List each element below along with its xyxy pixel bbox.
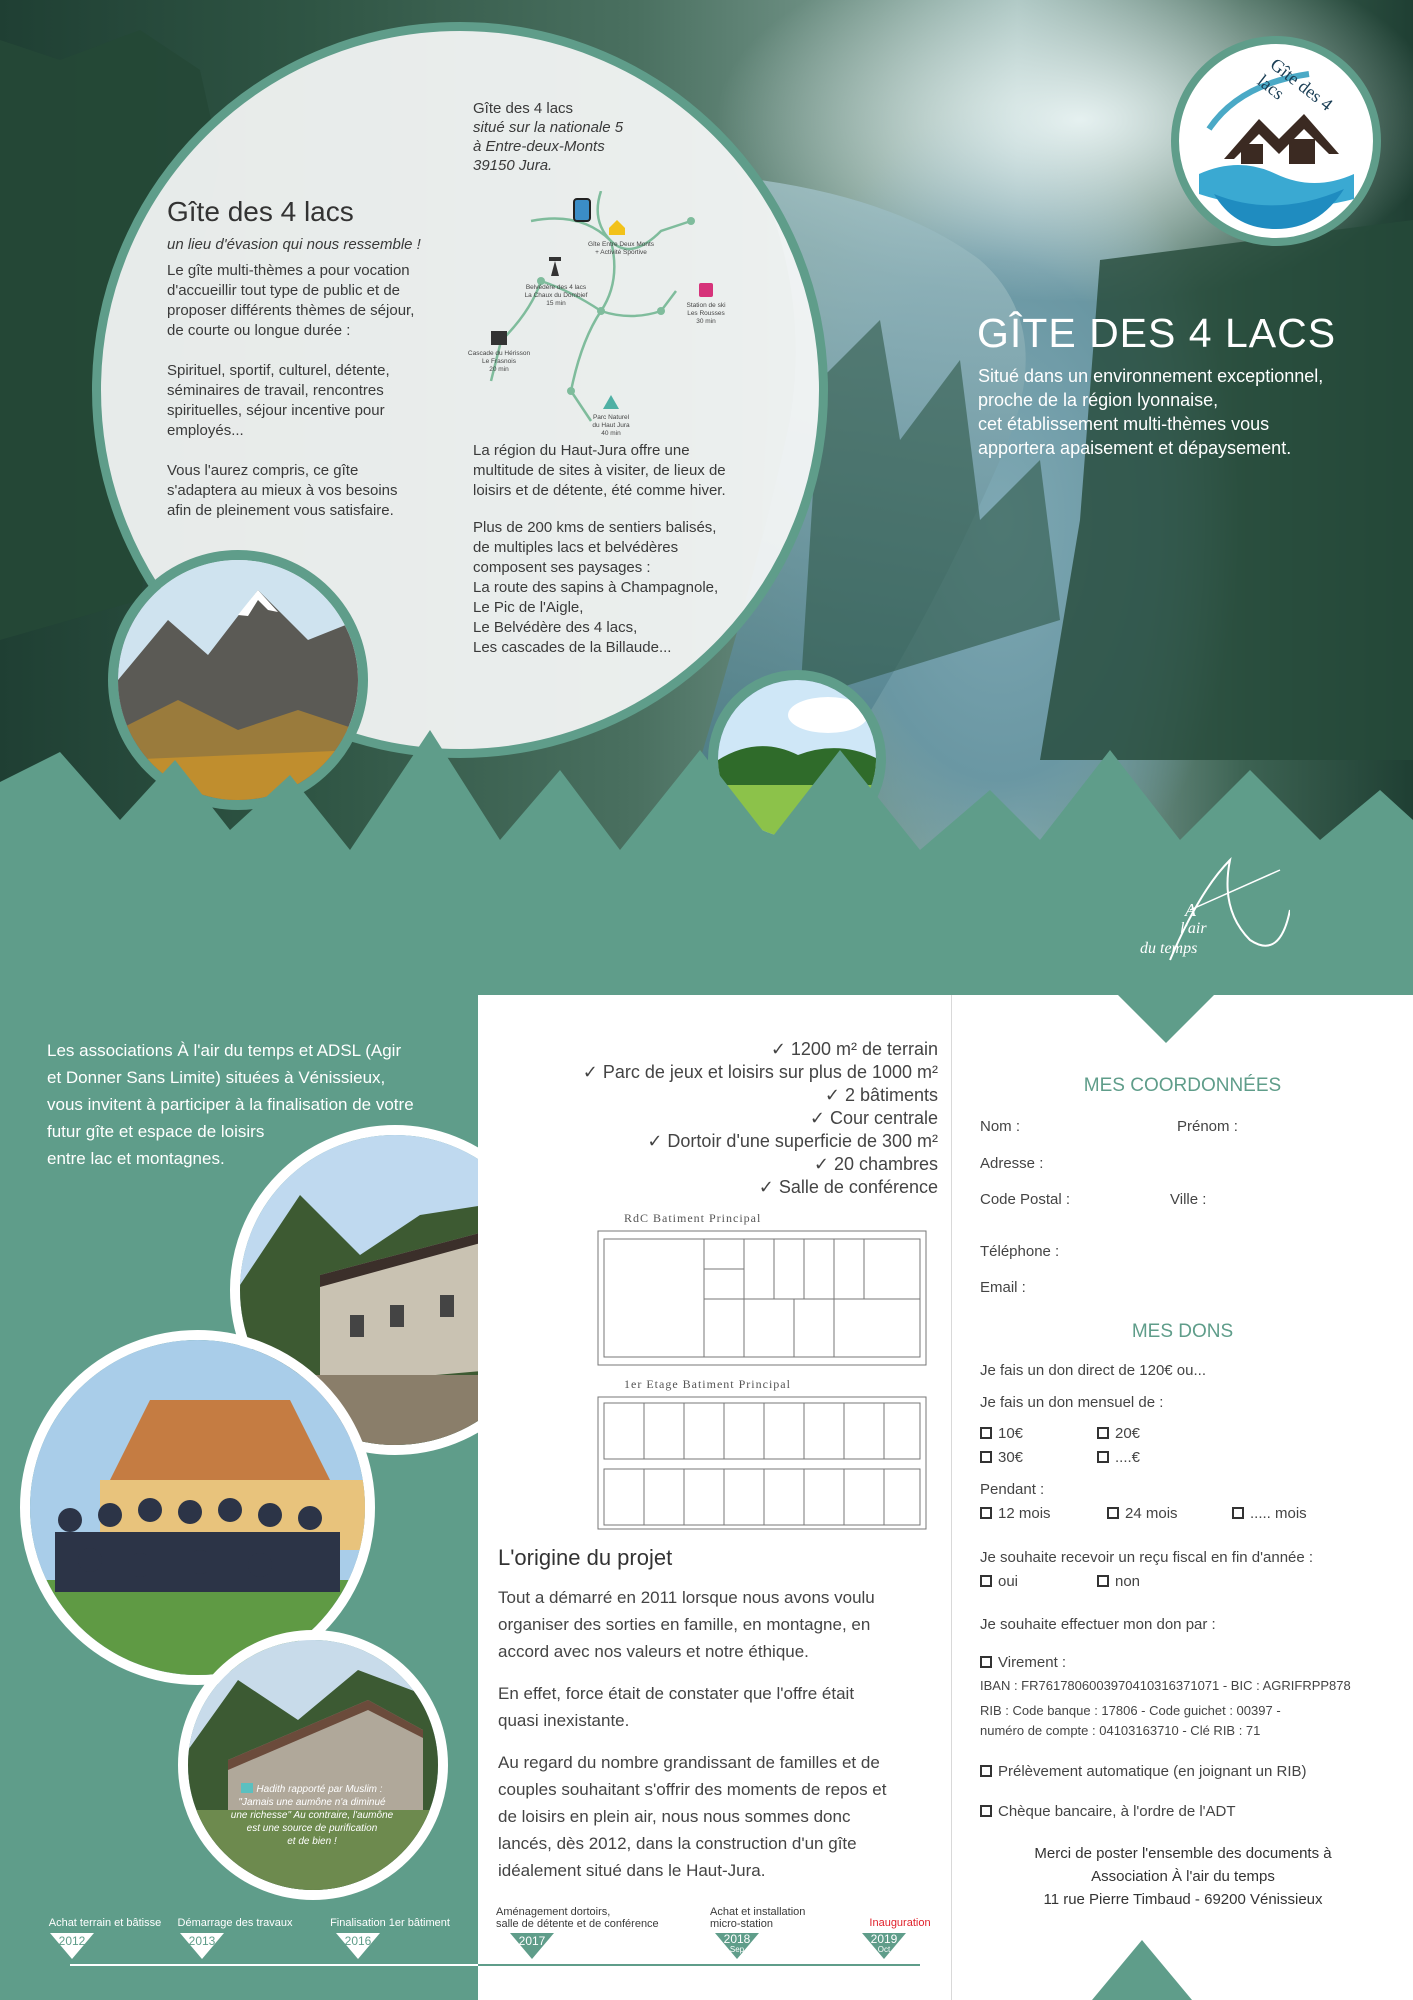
map-label-parc-1: Parc Naturel [592,414,630,421]
floor-plan-ground: RdC Batiment Principal [596,1217,928,1369]
gite-address: Gîte des 4 lacs situé sur la nationale 5 à Entre-deux-Monts 39150 Jura. [473,100,624,174]
region-map [461,191,751,451]
logo-text: Gîte des 4 lacs [1253,54,1337,115]
form-notch-top [1118,995,1214,1043]
map-label-station-1: Station de ski [686,302,726,309]
timeline-year-2019: 2019 [870,1932,898,1946]
circle-title: Gîte des 4 lacs [167,196,354,227]
features-list: ✓ 1200 m² de terrain ✓ Parc de jeux et loisirs sur plus de 1000 m² ✓ 2 bâtiments ✓ Cour centrale ✓ Dortoir d'une superficie de 300 m² ✓ 20 chambres ✓ Salle de conférence [582,1039,938,1197]
prenom-field[interactable]: Prénom : [1177,1118,1238,1135]
map-label-station-3: 30 min [696,318,716,325]
map-label-parc-2: du Haut Jura [592,422,630,429]
timeline-year-2013: 2013 [188,1934,216,1948]
monthly-donation-label: Je fais un don mensuel de : [980,1394,1164,1411]
left-panel [0,995,478,2000]
cascade-icon [491,331,507,345]
amount-30-checkbox[interactable]: 30€ [980,1449,1023,1466]
map-label-belvedere-3: 15 min [546,300,566,307]
origin-para-1: Tout a démarré en 2011 lorsque nous avons voulu organiser des sorties en famille, en montagne, en accord avec nos valeurs et notre éthique. [498,1588,875,1661]
ville-field[interactable]: Ville : [1170,1191,1207,1208]
amount-20-checkbox[interactable]: 20€ [1097,1425,1140,1442]
rib-text-2: numéro de compte : 04103163710 - Clé RIB : 71 [980,1723,1261,1738]
timeline-label-2018: Achat et installation micro-station [710,1906,806,1930]
receipt-no-checkbox[interactable]: non [1097,1573,1140,1590]
cablecar-icon [699,283,713,297]
receipt-yes-checkbox[interactable]: oui [980,1573,1018,1590]
nom-field[interactable]: Nom : [980,1118,1021,1135]
timeline-label-2017: Aménagement dortoirs, salle de détente et de conférence [496,1906,659,1930]
map-label-cascade-2: Le Frasnois [482,358,516,365]
duration-other-checkbox[interactable]: ..... mois [1232,1505,1307,1522]
email-field[interactable]: Email : [980,1279,1026,1296]
map-label-gite-1: Gîte Entre Deux Monts [587,241,655,248]
direct-donation-label: Je fais un don direct de 120€ ou... [980,1362,1206,1379]
rib-text-1: RIB : Code banque : 17806 - Code guichet : 00397 - [980,1703,1281,1718]
hero-title: GÎTE DES 4 LACS [977,310,1337,356]
circle-para-2: Spirituel, sportif, culturel, détente, séminaires de travail, rencontres spirituelles, séjour incentive pour employés... [167,362,390,439]
barn-photo [178,1630,448,1900]
house-icon [609,220,625,235]
timeline-year-2017: 2017 [518,1934,546,1948]
timeline-label-2012: Achat terrain et bâtisse [48,1917,162,1929]
mailing-instructions: Merci de poster l'ensemble des documents à Association À l'air du temps 11 rue Pierre Timbaud - 69200 Vénissieux [1034,1845,1332,1908]
floor-plan-first: 1er Etage Batiment Principal [596,1383,928,1533]
timeline-month-2019: Oct [877,1945,891,1954]
duration-24-checkbox[interactable]: 24 mois [1107,1505,1178,1522]
circle-para-3: Vous l'aurez compris, ce gîte s'adaptera au mieux à vos besoins afin de pleinement vous satisfaire. [167,462,398,519]
map-label-belvedere-1: Belvédère des 4 lacs [525,284,587,291]
virement-checkbox[interactable]: Virement : [980,1654,1066,1671]
timeline-year-2018: 2018 [723,1932,751,1946]
payment-method-label: Je souhaite effectuer mon don par : [980,1616,1216,1633]
map-label-parc-3: 40 min [601,430,621,437]
intro-text: Les associations À l'air du temps et ADSL (Agir et Donner Sans Limite) situées à Vénissieux, vous invitent à participer à la finalisation de votre futur gîte et espace de loisirs entre lac et montagnes. [47,1041,414,1168]
form-notch-bottom [1092,1940,1192,2000]
hadith-text: Hadith rapporté par Muslim : "Jamais une aumône n'a diminué une richesse" Au contraire, l'aumône est une source de purification et de bien ! [230,1784,394,1847]
paths-text: Plus de 200 kms de sentiers balisés, de multiples lacs et belvédères composent ses paysages : La route des sapins à Champagnole, Le Pic de l'Aigle, Le Belvédère des 4 lacs, Les cascades de la Billaude... [473,519,719,656]
region-text: La région du Haut-Jura offre une multitude de sites à visiter, de lieux de loisirs et de détente, été comme hiver. [473,442,726,499]
circle-tagline: un lieu d'évasion qui nous ressemble ! [167,236,421,253]
map-label-cascade-1: Cascade du Hérisson [467,350,531,357]
duration-12-checkbox[interactable]: 12 mois [980,1505,1051,1522]
timeline-year-2012: 2012 [58,1934,86,1948]
map-label-cascade-3: 20 min [489,366,509,373]
middle-panel [478,995,951,2000]
origin-para-2: En effet, force était de constater que l'offre était quasi inexistante. [498,1684,855,1730]
deer-icon [603,395,619,409]
code-postal-field[interactable]: Code Postal : [980,1191,1071,1208]
map-label-belvedere-2: La Chaux du Dombief [524,292,588,299]
bottom-section [0,995,1413,2000]
map-label-station-2: Les Rousses [687,310,725,317]
map-label-gite-2: + Activité Sportive [595,249,647,256]
timeline-label-2013: Démarrage des travaux [177,1917,293,1929]
quote-icon [241,1783,253,1793]
hero-description: Situé dans un environnement exceptionnel, proche de la région lyonnaise, cet établissement multi-thèmes vous apportera apaisement et dépaysement. [978,366,1324,458]
iban-text: IBAN : FR7617806003970410316371071 - BIC : AGRIFRPP878 [980,1678,1351,1693]
timeline-month-2018: Sep [729,1945,745,1954]
cheque-checkbox[interactable]: Chèque bancaire, à l'ordre de l'ADT [980,1803,1236,1820]
duration-label: Pendant : [980,1481,1045,1498]
logo [1171,36,1381,246]
origin-title: L'origine du projet [498,1545,673,1570]
adresse-field[interactable]: Adresse : [980,1155,1044,1172]
amount-10-checkbox[interactable]: 10€ [980,1425,1023,1442]
donations-title: MES DONS [1131,1321,1234,1342]
tax-receipt-label: Je souhaite recevoir un reçu fiscal en fin d'année : [980,1549,1314,1566]
circle-para-1: Le gîte multi-thèmes a pour vocation d'accueillir tout type de public et de proposer différents thèmes de séjour, de courte ou longue durée : [167,262,415,339]
coordinates-title: MES COORDONNÉES [1083,1075,1282,1096]
hero-section: Gîte des 4 lacs un lieu d'évasion qui nous ressemble ! Le gîte multi-thèmes a pour vocation d'accueillir tout type de public et de proposer différents thèmes de séjour, de courte ou longue durée : Spirituel, sportif, culturel, détente, séminaires de travail, rencontres spirituelles, séjour incentive pour employés... Vous l'aurez compris, ce gîte s'adaptera au mieux à vos besoins afin de pleinement vous satisfaire. Gîte des 4 lacs situé sur la nationale 5 à Entre-deux-Monts 39150 Jura. Gîte Entre Deux Monts + Activité Sportive Belvédère des 4 lacs La Chaux du Dombief 15 min Cascade du Hérisson Le Frasnois 20 min Station de ski Les Rousses 30 min Parc Naturel du Haut Jura 40 min La région du Haut-Jura offre une multitude de sites à visiter, de lieux de loisirs et de détente, été comme hiver. Plus de 200 kms de sentiers balisés, de multiples lacs et belvédères composent ses paysages : La route des sapins à Champagnole, Le Pic de l'Aigle, Le Belvédère des 4 lacs, Les cascades de la Billaude... Gîte des 4 lacs GÎTE DES 4 LACS Situé dans un environnement exceptionnel, proche de la région lyonnaise, cet établissement multi-thèmes vous apportera apaisement et dépaysement. A l'air du temps [0,0,1413,995]
tower-icon [549,257,561,276]
timeline-label-inauguration: Inauguration [869,1917,931,1929]
telephone-field[interactable]: Téléphone : [980,1243,1060,1260]
origin-para-3: Au regard du nombre grandissant de familles et de couples souhaitant s'offrir des moments de repos et de loisirs en plein air, nous nous sommes donc lancés, dès 2012, dans la construction d'un gîte idéalement situé dans le Haut-Jura. [498,1753,887,1880]
timeline-year-2016: 2016 [344,1934,372,1948]
amount-other-checkbox[interactable]: ....€ [1097,1449,1140,1466]
timeline-label-2016: Finalisation 1er bâtiment [330,1917,450,1929]
donation-form [951,995,1413,2000]
phone-icon [574,199,590,221]
prelevement-checkbox[interactable]: Prélèvement automatique (en joignant un RIB) [980,1763,1307,1780]
